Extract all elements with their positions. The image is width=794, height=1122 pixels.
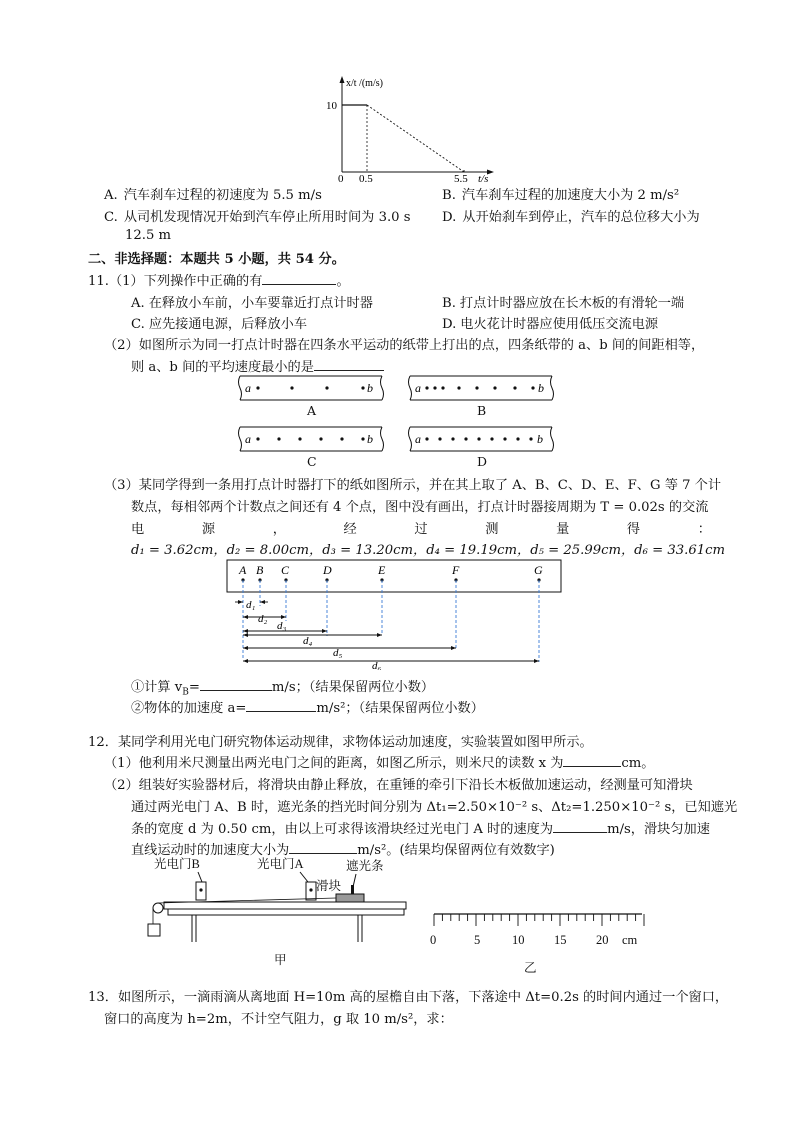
strip-point-e: E [378,563,386,577]
word: 电 [131,522,145,537]
q11-p1-text: （1）下列操作中正确的有 [108,274,263,289]
q13-line2: 窗口的高度为 h=2m，不计空气阻力，g 取 10 m/s²，求： [104,1012,453,1027]
q10-option-d[interactable] [442,206,700,225]
calc-vb-eq: = [188,680,200,695]
q12-p2-velocity-blank[interactable] [553,819,607,833]
ruler-figure-yi [424,902,654,982]
option-text: 电火花计时器应使用低压交流电源 [460,317,659,332]
strip-point-c: C [281,563,290,577]
option-key: C. [104,210,118,225]
calc-a-prefix: ②物体的加速度 a= [131,701,247,716]
tape-c-point-a: a [245,432,251,446]
paper-tape-b [407,374,555,402]
gate-b-label: 光电门B [154,857,200,871]
strip-point-b: B [256,563,264,577]
caption-jia: 甲 [274,953,287,967]
q12-line1: 12．某同学利用光电门研究物体运动规律，求物体运动加速度，实验装置如图甲所示。 [88,735,593,750]
option-key: A. [131,296,145,311]
graph-x-tick-0: 0 [338,173,344,184]
strip-label: 遮光条 [346,859,384,873]
gate-a-label: 光电门A [257,857,304,871]
q11-part1 [88,270,350,289]
option-text: 汽车刹车过程的初速度为 5.5 m/s [123,188,322,203]
d1-label: d₁ [246,599,256,611]
q10-option-c[interactable] [104,206,411,225]
tape-c-point-b: b [367,432,373,446]
option-key: D. [442,317,457,332]
option-text: 在释放小车前，小车要靠近打点计时器 [148,296,373,311]
word: 过 [414,522,428,537]
q11-part2-line2 [131,356,384,375]
q12-line4: 通过两光电门 A、B 时，遮光条的挡光时间分别为 Δt₁=2.50×10⁻² s、Δt₂=1.250×10⁻² s，已知遮光 [131,800,738,815]
option-text: 应先接通电源，后释放小车 [148,317,308,332]
graph-x-tick-55: 5.5 [454,173,468,184]
calc-vb-answer-blank[interactable] [200,677,272,691]
option-text: 从开始刹车到停止，汽车的总位移大小为 [462,210,700,225]
q11-option-a[interactable] [131,292,373,311]
d5-label: d₅ [333,647,343,659]
q12-p2-text4: m/s²。(结果均保留两位有效数字) [357,843,555,858]
paper-tape-d [407,425,555,453]
option-key: B. [442,296,456,311]
option-key: D. [442,210,457,225]
q11-calc-a [131,697,484,716]
q11-part3-measurements: d₁ = 3.62cm，d₂ = 8.00cm，d₃ = 13.20cm，d₄ = 19.19cm，d₅ = 25.99cm，d₆ = 33.61cm [131,543,725,558]
paper-tape-a [237,374,385,402]
q12-line2 [104,752,654,771]
d2-label: d₂ [258,613,268,625]
word: ， [272,522,286,537]
ruler-tick-15: 15 [554,933,567,947]
velocity-time-graph [318,72,508,184]
word: 得 [626,522,641,537]
option-key: B. [442,188,456,203]
graph-x-tick-05: 0.5 [359,173,373,184]
q11-number: 11. [88,274,109,289]
ruler-tick-5: 5 [474,933,481,947]
tape-b-point-b: b [538,381,544,395]
q12-p2-text3: 直线运动时的加速度大小为 [131,843,290,858]
tape-label-a: A [307,403,317,418]
tape-b-point-a: a [415,381,421,395]
word: 量 [556,522,570,537]
tape-a-point-b: b [367,381,373,395]
q11-p1-suffix: 。 [336,274,350,289]
q11-p2-text: 则 a、b 间的平均速度最小的是 [131,360,314,375]
paper-tape-c [237,425,385,453]
word: 经 [343,522,357,537]
word: 测 [485,522,499,537]
word: ： [697,522,711,537]
q10-option-a[interactable] [104,184,322,203]
q11-part3-line1: （3）某同学得到一条用打点计时器打下的纸如图所示，并在其上取了 A、B、C、D、E、F、G 等 7 个计 [104,478,722,493]
strip-point-f: F [452,563,460,577]
calc-vb-prefix: ①计算 v [131,680,183,695]
q11-p1-answer-blank[interactable] [262,271,336,285]
q11-part2-line1: （2）如图所示为同一打点计时器在四条水平运动的纸带上打出的点，四条纸带的 a、b 间的间距相等， [104,338,705,353]
counting-point-strip [225,558,565,670]
option-text: 汽车刹车过程的加速度大小为 2 m/s² [461,188,680,203]
strip-point-g: G [534,563,543,577]
q10-option-b[interactable] [442,184,679,203]
graph-y-tick: 10 [326,100,337,112]
ruler-tick-20: 20 [596,933,609,947]
q11-part3-line2: 数点，每相邻两个计数点之间还有 4 个点，图中没有画出，打点计时器接周期为 T = 0.02s 的交流 [131,500,709,515]
q10-option-c-cont: 12.5 m [125,228,172,243]
q11-option-c[interactable] [131,313,307,332]
calc-a-answer-blank[interactable] [246,698,316,712]
tape-a-point-a: a [245,381,251,395]
calc-vb-suffix: m/s；（结果保留两位小数） [271,680,435,695]
tape-d-point-b: b [537,432,543,446]
q12-p1-unit: cm。 [621,756,655,771]
ruler-tick-10: 10 [512,933,525,947]
ruler-tick-0: 0 [430,933,437,947]
calc-a-suffix: m/s²；（结果保留两位小数） [316,701,484,716]
ruler-unit: cm [622,933,638,947]
d4-label: d₄ [303,635,313,647]
tape-label-c: C [307,454,317,469]
q12-p2-text: 条的宽度 d 为 0.50 cm，由以上可求得该滑块经过光电门 A 时的速度为 [131,822,554,837]
q12-p1-answer-blank[interactable] [563,753,621,767]
q11-option-b[interactable] [442,292,684,311]
q11-calc-vb [131,676,434,698]
q12-line5 [131,818,710,837]
q12-p2-text2: m/s，滑块匀加速 [607,822,710,837]
slider-label: 滑块 [316,879,342,893]
option-text: 从司机发现情况开始到汽车停止所用时间为 3.0 s [123,210,411,225]
option-text: 打点计时器应放在长木板的有滑轮一端 [459,296,685,311]
q11-p2-answer-blank[interactable] [314,357,384,371]
strip-point-d: D [323,563,332,577]
graph-x-label: t/s [478,173,489,184]
caption-yi: 乙 [524,961,537,975]
tape-d-point-a: a [415,432,421,446]
option-key: A. [104,188,118,203]
calc-vb-subscript: B [182,687,189,698]
q11-option-d[interactable] [442,313,658,332]
q13-line1: 13．如图所示，一滴雨滴从离地面 H=10m 高的屋檐自由下落，下落途中 Δt=0.2s 的时间内通过一个窗口， [88,990,729,1005]
q12-line3: （2）组装好实验器材后，将滑块由静止释放，在重锤的牵引下沿长木板做加速运动，经测量可知滑块 [104,778,693,793]
section-title: 二、非选择题：本题共 5 小题，共 54 分。 [88,252,345,267]
option-key: C. [131,317,145,332]
tape-label-d: D [477,454,488,469]
d6-label: d₆ [372,660,382,670]
apparatus-figure-jia [140,852,412,972]
word: 源 [201,522,216,537]
d3-label: d₃ [277,620,287,632]
q12-p1-text: （1）他利用米尺测量出两光电门之间的距离，如图乙所示，则米尺的读数 x 为 [104,756,564,771]
strip-point-a: A [239,563,247,577]
q11-part3-line3 [131,518,711,537]
tape-label-b: B [477,403,487,418]
graph-y-label: x/t /(m/s) [346,78,383,89]
